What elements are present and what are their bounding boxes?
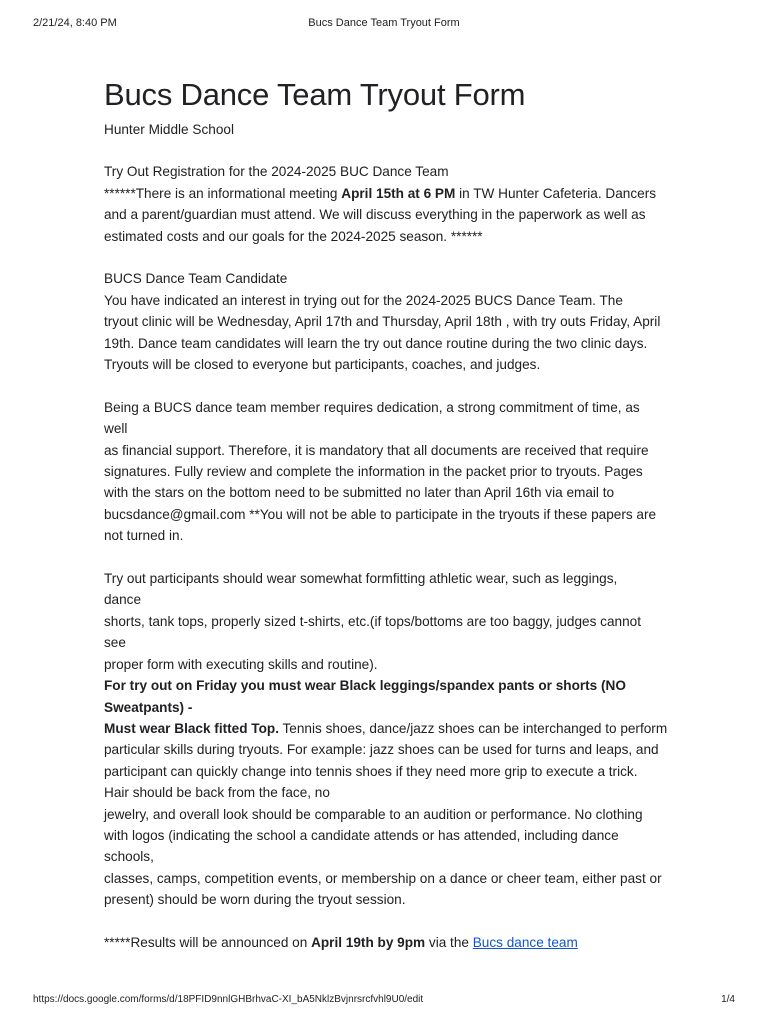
meeting-line bbox=[104, 183, 684, 204]
results-line bbox=[104, 932, 684, 953]
print-page-number: 1/4 bbox=[721, 994, 735, 1005]
results-middle: via the bbox=[425, 934, 473, 950]
bucs-dance-team-link[interactable]: Bucs dance team bbox=[472, 934, 578, 950]
dedication-line: Being a BUCS dance team member requires dedication, a strong commitment of time, as bbox=[104, 399, 640, 415]
friday-attire-rule: For try out on Friday you must wear Black leggings/spandex pants or shorts (NO bbox=[104, 678, 626, 694]
registration-section bbox=[104, 161, 684, 247]
candidate-heading: BUCS Dance Team Candidate bbox=[104, 271, 288, 287]
attire-line: Try out participants should wear somewhat formfitting athletic wear, such as leggings, bbox=[104, 571, 618, 587]
attire-line: dance bbox=[104, 592, 142, 608]
meeting-detail-line: estimated costs and our goals for the 2024-2025 season. ****** bbox=[104, 228, 483, 244]
attire-line: Hair should be back from the face, no bbox=[104, 785, 330, 801]
print-datetime: 2/21/24, 8:40 PM bbox=[33, 17, 117, 29]
attire-bold-line bbox=[104, 675, 684, 696]
attire-line: schools, bbox=[104, 849, 154, 865]
form-subtitle: Hunter Middle School bbox=[104, 122, 234, 137]
meeting-detail-line: and a parent/guardian must attend. We will discuss everything in the paperwork as well as bbox=[104, 207, 646, 223]
candidate-line: 19th. Dance team candidates will learn the try out dance routine during the two clinic days. bbox=[104, 335, 648, 351]
candidate-line: You have indicated an interest in trying out for the 2024-2025 BUCS Dance Team. The bbox=[104, 292, 623, 308]
print-footer bbox=[33, 994, 735, 1010]
dedication-section bbox=[104, 397, 684, 547]
results-section bbox=[104, 932, 684, 953]
form-title: Bucs Dance Team Tryout Form bbox=[104, 77, 526, 112]
attire-line: proper form with executing skills and routine). bbox=[104, 656, 378, 672]
meeting-prefix: ******There is an informational meeting bbox=[104, 185, 342, 201]
print-doc-title: Bucs Dance Team Tryout Form bbox=[308, 17, 460, 29]
no-sweatpants-rule: Sweatpants) - bbox=[104, 699, 193, 715]
attire-line: classes, camps, competition events, or membership on a dance or cheer team, either past or bbox=[104, 870, 662, 886]
meeting-date: April 15th at 6 PM bbox=[341, 185, 456, 201]
results-date: April 19th by 9pm bbox=[311, 934, 426, 950]
dedication-line: not turned in. bbox=[104, 528, 184, 544]
candidate-section bbox=[104, 268, 684, 375]
meeting-suffix: in TW Hunter Cafeteria. Dancers bbox=[455, 185, 657, 201]
results-prefix: *****Results will be announced on bbox=[104, 934, 312, 950]
form-content bbox=[104, 74, 684, 953]
dedication-line: with the stars on the bottom need to be submitted no later than April 16th via email to bbox=[104, 485, 615, 501]
attire-line: with logos (indicating the school a candidate attends or has attended, including dance bbox=[104, 827, 619, 843]
print-header bbox=[33, 17, 735, 33]
attire-section bbox=[104, 568, 684, 911]
dedication-line: bucsdance@gmail.com **You will not be able to participate in the tryouts if these papers are bbox=[104, 506, 657, 522]
dedication-line: signatures. Fully review and complete the information in the packet prior to tryouts. Pages bbox=[104, 464, 643, 480]
registration-line: Try Out Registration for the 2024-2025 BUC Dance Team bbox=[104, 164, 449, 180]
attire-bold-line bbox=[104, 697, 684, 718]
candidate-line: Tryouts will be closed to everyone but participants, coaches, and judges. bbox=[104, 357, 541, 373]
attire-line: shorts, tank tops, properly sized t-shirts, etc.(if tops/bottoms are too baggy, judges cannot bbox=[104, 613, 641, 629]
attire-line: present) should be worn during the tryout session. bbox=[104, 892, 406, 908]
attire-top-line bbox=[104, 718, 684, 739]
dedication-line: as financial support. Therefore, it is mandatory that all documents are received that require bbox=[104, 442, 649, 458]
attire-line: see bbox=[104, 635, 126, 651]
attire-line: particular skills during tryouts. For example: jazz shoes can be used for turns and leaps, and bbox=[104, 742, 659, 758]
attire-line: jewelry, and overall look should be comparable to an audition or performance. No clothing bbox=[104, 806, 643, 822]
black-top-rule: Must wear Black fitted Top. bbox=[104, 720, 279, 736]
print-url: https://docs.google.com/forms/d/18PFID9nnlGHBrhvaC-XI_bA5NklzBvjnrsrcfvhl9U0/edit bbox=[33, 994, 424, 1005]
candidate-line: tryout clinic will be Wednesday, April 17th and Thursday, April 18th , with try outs Friday, April bbox=[104, 314, 661, 330]
attire-line: participant can quickly change into tennis shoes if they need more grip to execute a trick. bbox=[104, 763, 638, 779]
dedication-line: well bbox=[104, 421, 128, 437]
shoes-note: Tennis shoes, dance/jazz shoes can be interchanged to perform bbox=[278, 720, 668, 736]
